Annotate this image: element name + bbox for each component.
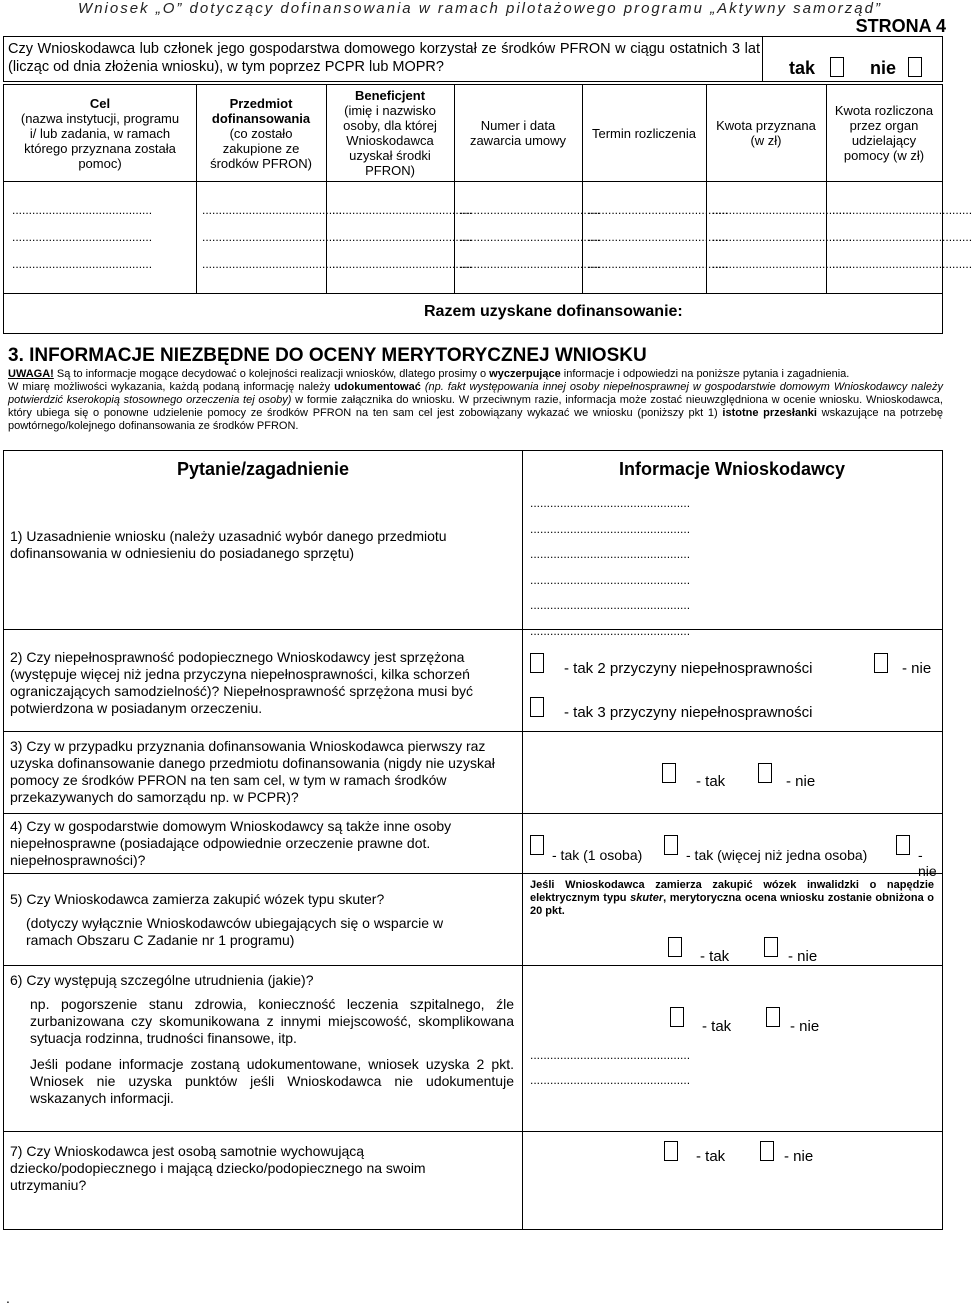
question-6-note: Jeśli podane informacje zostaną udokumentowane, wniosek uzyska 2 pkt. Wniosek nie uzyska punktów jeśli Wnioskodawca nie udokumentuje wskazanych informacji. bbox=[30, 1056, 514, 1106]
q4-one-person-checkbox[interactable] bbox=[530, 835, 544, 855]
question-5-note: (dotyczy wyłącznie Wnioskodawców ubiegających się o wsparcie w ramach Obszaru C Zadanie nr 1 programu) bbox=[26, 915, 444, 948]
q6-no-label: - nie bbox=[790, 1018, 820, 1035]
page-number: STRONA 4 bbox=[855, 16, 946, 36]
document-title: Wniosek „O” dotyczący dofinansowania w ramach pilotażowego programu „Aktywny samorząd” bbox=[78, 0, 882, 17]
question-3: 3) Czy w przypadku przyznania dofinansowania Wnioskodawca pierwszy raz uzyska dofinansowanie danego przedmiotu dofinansowania (nigdy nie uzyskał pomocy ze środków PFRON na ten sam cel, w tym w ramach środków przekazywanych do samorządu np. w PCPR)? bbox=[10, 738, 495, 805]
pfron-usage-question: Czy Wnioskodawca lub członek jego gospodarstwa domowego korzystał ze środków PFRON w ciągu ostatnich 3 lat (licząc od dnia złożenia wniosku), w tym poprzez PCPR lub MOPR? bbox=[8, 41, 760, 75]
question-1: 1) Uzasadnienie wniosku (należy uzasadnić wybór danego przedmiotu dofinansowania w odniesieniu do posiadanego sprzętu) bbox=[10, 528, 447, 561]
question-2: 2) Czy niepełnosprawność podopiecznego Wnioskodawcy jest sprzężona (występuje więcej niż jedna przyczyna niepełnosprawności, kilka schorzeń ograniczających samodzielność)? Niepełnosprawność sprzężona musi być potwierdzona w posiadanym orzeczeniu. bbox=[10, 649, 473, 716]
q7-no-label: - nie bbox=[784, 1148, 814, 1165]
pfron-usage-question-box bbox=[3, 36, 943, 82]
header-beneficjent: Beneficjent (imię i nazwisko osoby, dla której Wnioskodawca uzyskał środki PFRON) bbox=[343, 88, 437, 178]
q7-no-checkbox[interactable] bbox=[760, 1141, 774, 1161]
q5-yes-label: - tak bbox=[700, 948, 730, 965]
termin-entries[interactable]: .......................................... .......................................... .......................................... bbox=[588, 203, 729, 271]
pfron-no-label: nie bbox=[870, 58, 897, 78]
answer-1-lines[interactable]: ................................................ ................................................ ................................................ ................................................ ................................................ ................................................ bbox=[530, 496, 691, 638]
q6-yes-checkbox[interactable] bbox=[670, 1007, 684, 1027]
header-numer-umowy: Numer i data zawarcia umowy bbox=[469, 118, 567, 148]
q3-no-label: - nie bbox=[786, 773, 816, 790]
q6-no-checkbox[interactable] bbox=[766, 1007, 780, 1027]
question-6-examples: np. pogorszenie stanu zdrowia, konieczność leczenia szpitalnego, źle zurbanizowana czy skomunikowana z innymi miejscowość, skomplikowana sytuacja rodzinna, trudności finansowe, itp. bbox=[30, 996, 514, 1046]
q4-no-checkbox[interactable] bbox=[896, 835, 910, 855]
q2-no-checkbox[interactable] bbox=[874, 653, 888, 673]
q2-three-causes-label: - tak 3 przyczyny niepełnosprawności bbox=[564, 704, 813, 721]
przedmiot-entries[interactable]: .......................................... .......................................... .......................................... bbox=[202, 203, 343, 271]
question-6: 6) Czy występują szczególne utrudnienia (jakie)? bbox=[10, 972, 314, 988]
q6-yes-label: - tak bbox=[702, 1018, 732, 1035]
q7-yes-checkbox[interactable] bbox=[664, 1141, 678, 1161]
section-3-intro: UWAGA! Są to informacje mogące decydować o kolejności realizacji wniosków, dlatego prosimy o wyczerpujące informacje i odpowiedzi na poniższe pytania i zagadnienia. W miarę możliwości wykazania, każdą podaną informację należy udokumentować (np. fakt występowania innej osoby niepełnosprawnej w gospodarstwie domowym Wnioskodawcy należy potwierdzić kserokopią stosownego orzeczenia tej osoby) w formie załącznika do wniosku. W przeciwnym razie, informacja może zostać nieuwzględniona w ocenie wniosku. Wnioskodawca, który ubiega się o ponowne udzielenie pomocy ze środków PFRON na ten sam cel jest zobowiązany wykazać we wniosku (poniższy pkt 1) istotne przesłanki wskazujące na potrzebę powtórnego/kolejnego dofinansowania ze środków PFRON. bbox=[8, 368, 943, 432]
q3-yes-label: - tak bbox=[696, 773, 726, 790]
header-termin: Termin rozliczenia bbox=[591, 125, 697, 141]
q4-more-persons-label: - tak (więcej niż jedna osoba) bbox=[686, 847, 868, 863]
footer-mark: . bbox=[6, 1290, 10, 1306]
q2-two-causes-checkbox[interactable] bbox=[530, 653, 544, 673]
questions-table bbox=[3, 450, 943, 1230]
section-3-title: 3. INFORMACJE NIEZBĘDNE DO OCENY MERYTORYCZNEJ WNIOSKU bbox=[8, 345, 647, 366]
pfron-no-checkbox[interactable] bbox=[908, 57, 922, 77]
pfron-yes-checkbox[interactable] bbox=[830, 57, 844, 77]
umowa-entries[interactable]: .......................................... .......................................... .......................................... bbox=[460, 203, 601, 271]
pfron-yes-label: tak bbox=[789, 58, 816, 78]
q2-two-causes-label: - tak 2 przyczyny niepełnosprawności bbox=[564, 660, 813, 677]
answer-6-lines[interactable]: ................................................ ................................................ bbox=[530, 1048, 691, 1087]
total-label: Razem uzyskane dofinansowanie: bbox=[424, 303, 683, 320]
question-4: 4) Czy w gospodarstwie domowym Wnioskodawcy są także inne osoby niepełnosprawne (posiadające odpowiednie orzeczenie prawne dot. niepełnosprawności)? bbox=[10, 818, 452, 868]
q7-yes-label: - tak bbox=[696, 1148, 726, 1165]
q4-no-label: - nie bbox=[918, 847, 937, 879]
q5-yes-checkbox[interactable] bbox=[668, 937, 682, 957]
kwota-przyznana-entries[interactable]: .......................................... .......................................... .......................................... bbox=[712, 203, 853, 271]
q5-no-label: - nie bbox=[788, 948, 818, 965]
q4-one-person-label: - tak (1 osoba) bbox=[552, 847, 643, 863]
kwota-rozliczona-entries[interactable]: .......................................... .......................................... .......................................... bbox=[832, 203, 972, 271]
col-question-header: Pytanie/zagadnienie bbox=[176, 459, 350, 479]
q5-no-checkbox[interactable] bbox=[764, 937, 778, 957]
beneficjent-entries[interactable]: .......................................... .......................................... .......................................... bbox=[332, 203, 473, 271]
question-7: 7) Czy Wnioskodawca jest osobą samotnie wychowującą dziecko/podopiecznego i mającą dziecko/podopiecznego na swoim utrzymaniu? bbox=[10, 1143, 426, 1193]
col-answer-header: Informacje Wnioskodawcy bbox=[618, 459, 846, 479]
q3-no-checkbox[interactable] bbox=[758, 763, 772, 783]
cel-entries[interactable]: .......................................... .......................................... .......................................... bbox=[12, 203, 153, 271]
q2-no-label: - nie bbox=[902, 660, 932, 677]
header-kwota-przyznana: Kwota przyznana (w zł) bbox=[716, 118, 816, 148]
header-cel: Cel (nazwa instytucji, programu i/ lub zadania, w ramach którego przyznana została pomoc) bbox=[20, 95, 180, 171]
q2-three-causes-checkbox[interactable] bbox=[530, 697, 544, 717]
header-przedmiot: Przedmiot dofinansowania (co zostało zakupione ze środków PFRON) bbox=[210, 95, 312, 171]
header-kwota-rozliczona: Kwota rozliczona przez organ udzielający pomocy (w zł) bbox=[834, 103, 934, 163]
question-5: 5) Czy Wnioskodawca zamierza zakupić wózek typu skuter? bbox=[10, 891, 385, 907]
q3-yes-checkbox[interactable] bbox=[662, 763, 676, 783]
q5-scooter-info: Jeśli Wnioskodawca zamierza zakupić wózek inwalidzki o napędzie elektrycznym typu skuter, merytoryczna ocena wniosku zostanie obniżona o 20 pkt. bbox=[530, 879, 934, 917]
funding-history-table bbox=[3, 84, 972, 334]
q4-more-persons-checkbox[interactable] bbox=[664, 835, 678, 855]
